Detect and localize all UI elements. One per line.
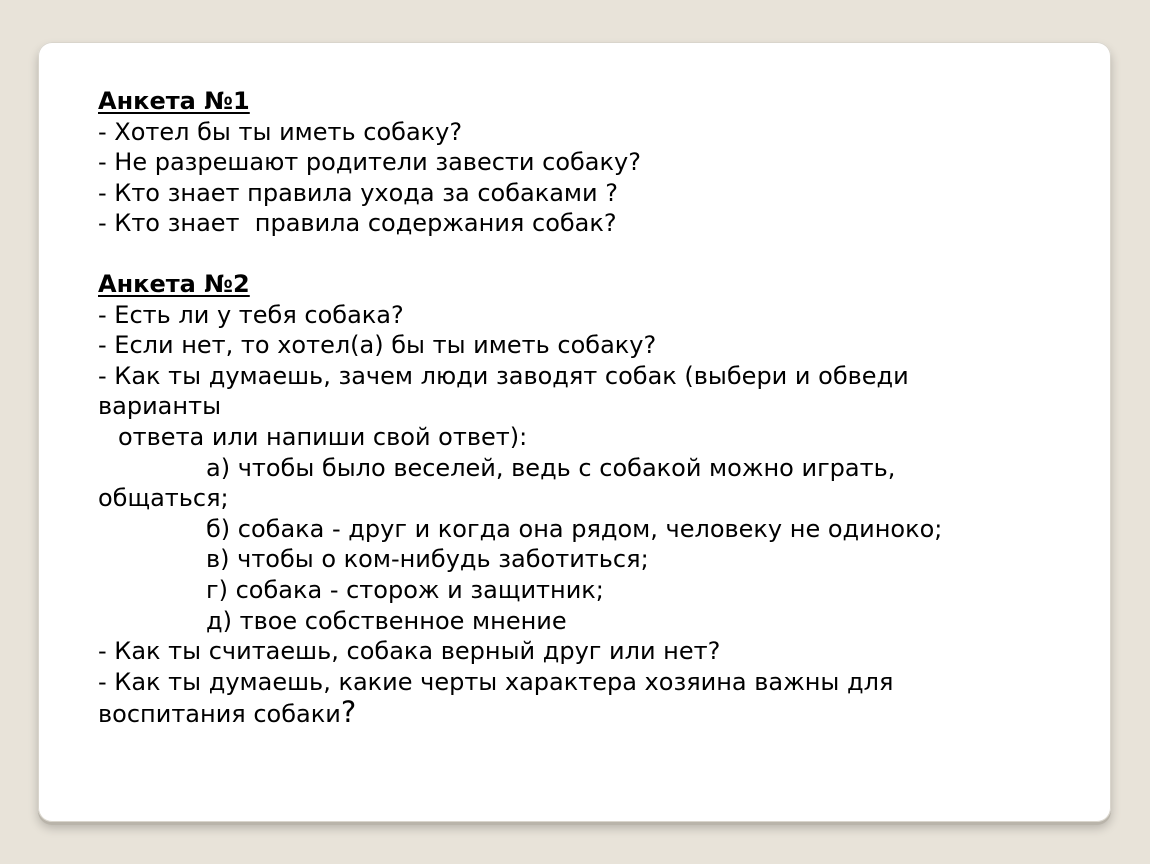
survey2-title: Анкета №2 — [98, 269, 250, 298]
section-spacer — [98, 239, 1088, 269]
survey1-title: Анкета №1 — [98, 87, 250, 115]
survey1-question-1: - Хотел бы ты иметь собаку? — [98, 117, 463, 146]
option-b: б) собака - друг и когда она рядом, человеку не одиноко; — [206, 514, 943, 543]
option-d: д) твое собственное мнение — [206, 606, 567, 635]
survey2-question-5-text: воспитания собаки — [98, 700, 341, 729]
slide-content — [98, 86, 1088, 730]
survey1-question-3: - Кто знает правила ухода за собаками ? — [98, 178, 618, 207]
option-a-line2: общаться; — [98, 484, 229, 513]
option-a-line1: а) чтобы было веселей, ведь с собакой можно играть, — [206, 453, 896, 482]
question-mark: ? — [340, 695, 357, 730]
survey2-question-3-line2: варианты — [98, 392, 222, 421]
slide-card — [38, 42, 1111, 822]
survey2-question-5-line1: - Как ты думаешь, какие черты характера хозяина важны для — [98, 667, 894, 696]
survey2-question-1: - Есть ли у тебя собака? — [98, 300, 404, 329]
survey2-question-4: - Как ты считаешь, собака верный друг или нет? — [98, 637, 721, 666]
survey1-question-2: - Не разрешают родители завести собаку? — [98, 148, 641, 177]
survey2-question-3-line1: - Как ты думаешь, зачем люди заводят собак (выбери и обведи — [98, 361, 909, 390]
survey2-question-5-line2 — [98, 697, 1088, 730]
survey2-question-2: - Если нет, то хотел(а) бы ты иметь собаку? — [98, 331, 657, 360]
option-g: г) собака - сторож и защитник; — [206, 575, 604, 604]
survey2-question-3-line3: ответа или напиши свой ответ): — [118, 422, 528, 451]
option-v: в) чтобы о ком-нибудь заботиться; — [206, 545, 649, 574]
survey1-question-4: - Кто знает правила содержания собак? — [98, 209, 617, 238]
